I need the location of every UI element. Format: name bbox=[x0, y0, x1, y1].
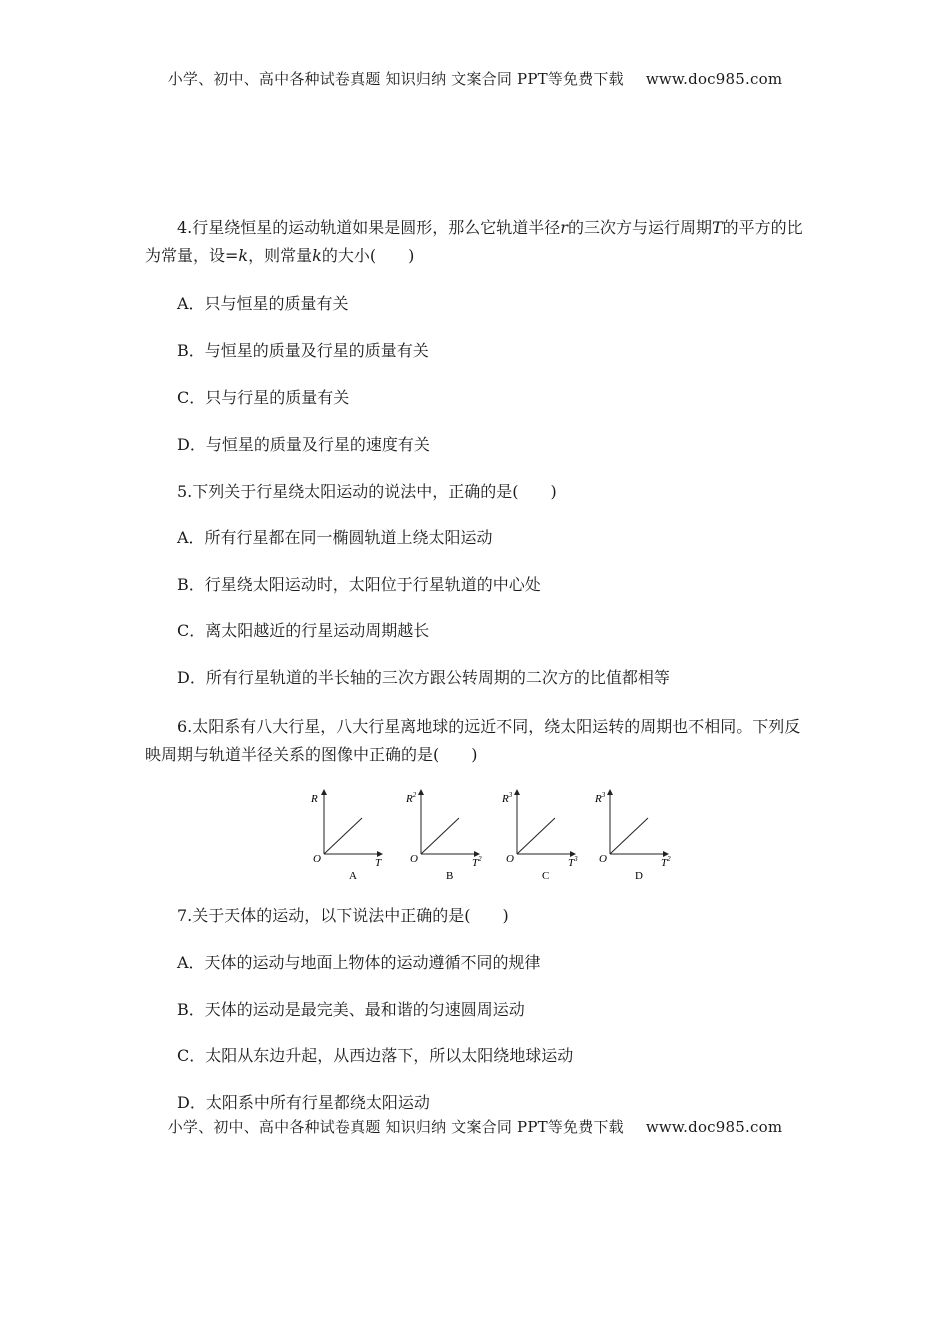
graph-d-origin: O bbox=[599, 853, 607, 865]
graph-b-origin: O bbox=[410, 853, 418, 865]
graph-a-caption: A bbox=[349, 870, 357, 882]
page-footer bbox=[0, 1116, 950, 1137]
question-6-stem: 6.太阳系有八大行星，八大行星离地球的远近不同，绕太阳运转的周期也不相同。下列反映周期与轨道半径关系的图像中正确的是( ) bbox=[145, 717, 801, 764]
question-6 bbox=[145, 713, 810, 769]
graph-d bbox=[594, 790, 671, 882]
graph-b-caption: B bbox=[446, 870, 454, 882]
graph-a-line bbox=[324, 818, 362, 854]
q7-option-b: B．天体的运动是最完美、最和谐的匀速圆周运动 bbox=[177, 1000, 525, 1019]
graph-c-origin: O bbox=[506, 853, 514, 865]
graph-c-caption: C bbox=[542, 870, 550, 882]
q4-option-b: B．与恒星的质量及行星的质量有关 bbox=[177, 341, 429, 360]
graph-c bbox=[501, 790, 578, 882]
graph-a bbox=[310, 790, 382, 882]
header-url: www.doc985.com bbox=[645, 70, 783, 88]
q7-option-d: D．太阳系中所有行星都绕太阳运动 bbox=[177, 1093, 430, 1112]
graph-d-y-label: $R^3$ bbox=[595, 791, 606, 805]
question-4-stem: 4.行星绕恒星的运动轨道如果是圆形，那么它轨道半径r的三次方与运行周期T的平方的比为常量，设=k，则常量k的大小( ) bbox=[145, 218, 803, 265]
graph-c-line bbox=[517, 818, 555, 854]
q4-option-a: A．只与恒星的质量有关 bbox=[177, 294, 349, 313]
graph-d-line bbox=[610, 818, 648, 854]
q6-graphs bbox=[306, 786, 686, 886]
footer-text: 小学、初中、高中各种试卷真题 知识归纳 文案合同 PPT等免费下载 bbox=[167, 1118, 624, 1136]
graph-b bbox=[405, 790, 482, 882]
graph-d-caption: D bbox=[635, 870, 643, 882]
q7-option-a: A．天体的运动与地面上物体的运动遵循不同的规律 bbox=[177, 953, 541, 972]
footer-url: www.doc985.com bbox=[645, 1118, 783, 1136]
header-text: 小学、初中、高中各种试卷真题 知识归纳 文案合同 PPT等免费下载 bbox=[167, 70, 624, 88]
graph-a-y-label: R bbox=[311, 793, 318, 805]
q4-option-c: C．只与行星的质量有关 bbox=[177, 388, 350, 407]
q5-option-d: D．所有行星轨道的半长轴的三次方跟公转周期的二次方的比值都相等 bbox=[177, 668, 670, 687]
graph-c-y-label: $R^3$ bbox=[502, 791, 513, 805]
graph-b-y-label: $R^2$ bbox=[406, 791, 417, 805]
q5-option-b: B．行星绕太阳运动时，太阳位于行星轨道的中心处 bbox=[177, 575, 541, 594]
graph-b-x-label: $T^2$ bbox=[472, 855, 482, 869]
question-7-stem: 7.关于天体的运动，以下说法中正确的是( ) bbox=[177, 906, 509, 925]
page-header bbox=[0, 68, 950, 89]
q5-option-c: C．离太阳越近的行星运动周期越长 bbox=[177, 621, 430, 640]
question-5-stem: 5.下列关于行星绕太阳运动的说法中，正确的是( ) bbox=[177, 482, 557, 501]
question-4 bbox=[145, 214, 810, 270]
graph-b-line bbox=[421, 818, 459, 854]
graph-d-x-label: $T^2$ bbox=[661, 855, 671, 869]
graph-a-origin: O bbox=[313, 853, 321, 865]
q4-option-d: D．与恒星的质量及行星的速度有关 bbox=[177, 435, 430, 454]
q6-graphs-svg bbox=[306, 786, 686, 886]
graph-c-x-label: $T^3$ bbox=[568, 855, 578, 869]
q5-option-a: A．所有行星都在同一椭圆轨道上绕太阳运动 bbox=[177, 528, 493, 547]
q7-option-c: C．太阳从东边升起，从西边落下，所以太阳绕地球运动 bbox=[177, 1046, 574, 1065]
graph-a-x-label: T bbox=[375, 857, 382, 869]
